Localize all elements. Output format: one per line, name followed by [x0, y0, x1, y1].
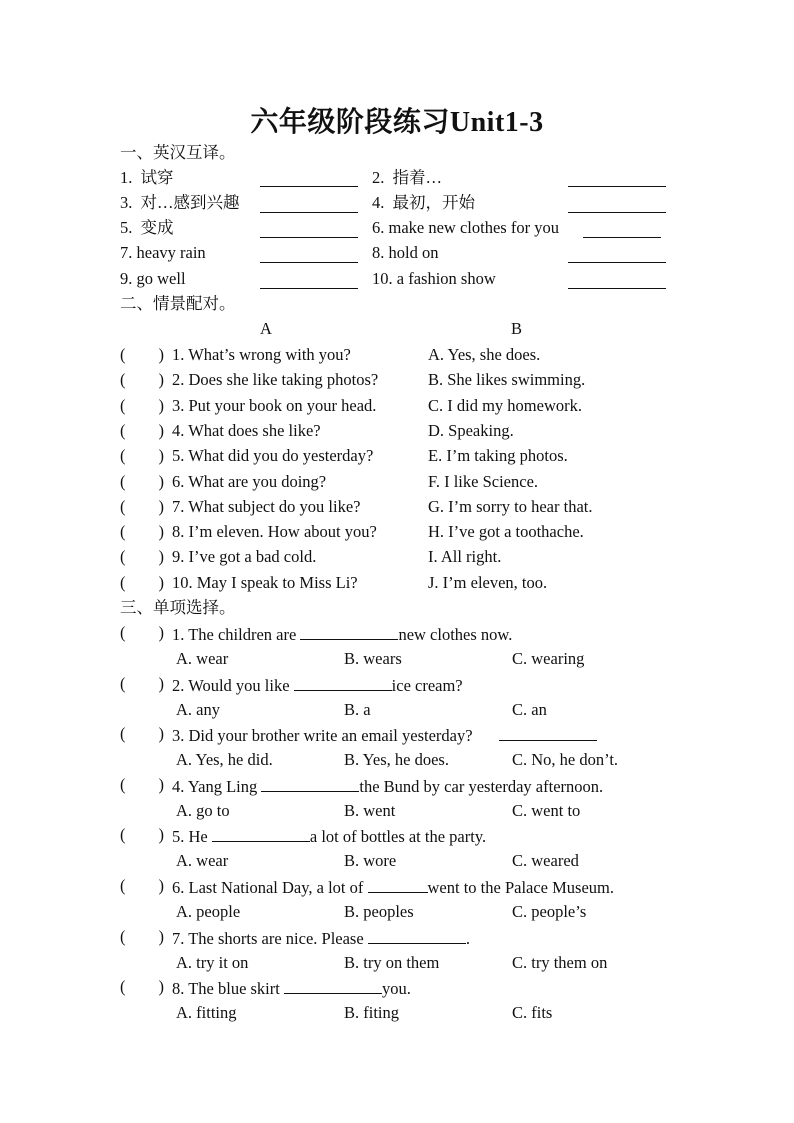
- answer-paren[interactable]: ( ): [120, 977, 164, 996]
- option-b[interactable]: B. wears: [344, 649, 402, 668]
- option-c[interactable]: C. No, he don’t.: [512, 750, 619, 769]
- s1-item-num: 7.: [120, 243, 133, 262]
- answer-paren[interactable]: ( ): [120, 876, 164, 895]
- answer-blank[interactable]: [260, 261, 358, 263]
- question-post: went to the Palace Museum.: [427, 878, 615, 897]
- option-b[interactable]: B. Yes, he does.: [344, 750, 449, 769]
- question-a: 1. What’s wrong with you?: [172, 345, 351, 364]
- answer-b: E. I’m taking photos.: [428, 446, 568, 465]
- answer-blank[interactable]: [568, 261, 666, 263]
- s1-item-9: [120, 269, 186, 289]
- s1-item-1: [120, 168, 174, 188]
- question-post: a lot of bottles at the party.: [309, 827, 487, 846]
- question-pre: 2. Would you like: [172, 676, 294, 695]
- answer-b: D. Speaking.: [428, 421, 514, 440]
- s1-item-text: a fashion show: [396, 269, 496, 288]
- s1-item-text: 变成: [140, 218, 174, 237]
- question-a: 6. What are you doing?: [172, 472, 327, 491]
- answer-b: J. I’m eleven, too.: [428, 573, 548, 592]
- s1-item-10: [372, 269, 496, 289]
- s1-item-num: 4.: [372, 193, 385, 212]
- option-c[interactable]: C. fits: [512, 1003, 553, 1022]
- answer-paren[interactable]: ( ): [120, 724, 164, 743]
- question-post: you.: [381, 979, 411, 998]
- option-b[interactable]: B. wore: [344, 851, 397, 870]
- s1-item-num: 1.: [120, 168, 133, 187]
- answer-blank[interactable]: [568, 287, 666, 289]
- option-b[interactable]: B. fiting: [344, 1003, 400, 1022]
- option-a[interactable]: A. Yes, he did.: [176, 750, 273, 769]
- option-b[interactable]: B. try on them: [344, 953, 440, 972]
- s1-item-num: 6.: [372, 218, 385, 237]
- s1-item-num: 3.: [120, 193, 133, 212]
- option-a[interactable]: A. go to: [176, 801, 230, 820]
- answer-paren[interactable]: ( ): [120, 623, 164, 642]
- answer-b: I. All right.: [428, 547, 502, 566]
- answer-paren[interactable]: ( ): [120, 927, 164, 946]
- s1-item-num: 8.: [372, 243, 385, 262]
- question-pre: 6. Last National Day, a lot of: [172, 878, 368, 897]
- s1-item-7: [120, 243, 206, 263]
- question-text: [172, 674, 463, 696]
- fill-blank[interactable]: [300, 623, 398, 640]
- question-a: 7. What subject do you like?: [172, 497, 361, 516]
- answer-paren[interactable]: ( ): [120, 522, 164, 541]
- question-text: [172, 825, 486, 847]
- answer-blank[interactable]: [260, 211, 358, 213]
- fill-blank[interactable]: [284, 977, 382, 994]
- question-post: the Bund by car yesterday afternoon.: [359, 777, 604, 796]
- question-post: ice cream?: [391, 676, 463, 695]
- s1-item-text: 指着…: [392, 168, 442, 187]
- s1-item-text: hold on: [388, 243, 439, 262]
- answer-paren[interactable]: ( ): [120, 547, 164, 566]
- answer-b: H. I’ve got a toothache.: [428, 522, 584, 541]
- answer-blank[interactable]: [260, 236, 358, 238]
- option-b[interactable]: B. went: [344, 801, 396, 820]
- s1-item-2: [372, 168, 442, 188]
- question-pre: 8. The blue skirt: [172, 979, 284, 998]
- s1-item-num: 9.: [120, 269, 133, 288]
- option-a[interactable]: A. wear: [176, 851, 229, 870]
- question-text: [172, 775, 603, 797]
- answer-b: A. Yes, she does.: [428, 345, 541, 364]
- answer-blank[interactable]: [260, 287, 358, 289]
- section1-heading: 一、英汉互译。: [120, 143, 236, 162]
- s1-item-4: [372, 193, 475, 213]
- s1-item-num: 10.: [372, 269, 393, 288]
- question-pre: 5. He: [172, 827, 212, 846]
- answer-paren[interactable]: ( ): [120, 446, 164, 465]
- s1-item-text: 最初，开始: [392, 193, 475, 212]
- question-a: 10. May I speak to Miss Li?: [172, 573, 358, 592]
- column-b-label: B: [511, 319, 523, 338]
- s1-item-text: go well: [136, 269, 186, 288]
- question-a: 9. I’ve got a bad cold.: [172, 547, 317, 566]
- option-a[interactable]: A. wear: [176, 649, 229, 668]
- answer-paren[interactable]: ( ): [120, 396, 164, 415]
- fill-blank[interactable]: [261, 775, 359, 792]
- fill-blank[interactable]: [212, 825, 310, 842]
- answer-b: B. She likes swimming.: [428, 370, 586, 389]
- question-pre: 1. The children are: [172, 625, 301, 644]
- section3-heading: 三、单项选择。: [120, 598, 236, 617]
- option-a[interactable]: A. try it on: [176, 953, 249, 972]
- option-c[interactable]: C. people’s: [512, 902, 587, 921]
- answer-paren[interactable]: ( ): [120, 421, 164, 440]
- s1-item-text: 试穿: [140, 168, 174, 187]
- s1-item-num: 2.: [372, 168, 385, 187]
- option-b[interactable]: B. a: [344, 700, 371, 719]
- question-pre: 3. Did your brother write an email yesterday?: [172, 726, 473, 745]
- option-c[interactable]: C. an: [512, 700, 547, 719]
- s1-item-text: heavy rain: [136, 243, 206, 262]
- option-c[interactable]: C. try them on: [512, 953, 608, 972]
- answer-paren[interactable]: ( ): [120, 775, 164, 794]
- s1-item-5: [120, 218, 174, 238]
- answer-blank[interactable]: [568, 185, 666, 187]
- answer-blank[interactable]: [260, 185, 358, 187]
- fill-blank[interactable]: [368, 876, 428, 893]
- question-post: new clothes now.: [398, 625, 513, 644]
- option-c[interactable]: C. wearing: [512, 649, 585, 668]
- question-pre: 7. The shorts are nice. Please: [172, 929, 368, 948]
- option-a[interactable]: A. any: [176, 700, 220, 719]
- question-text: [172, 977, 411, 999]
- option-c[interactable]: C. weared: [512, 851, 579, 870]
- fill-blank[interactable]: [294, 674, 392, 691]
- answer-paren[interactable]: ( ): [120, 497, 164, 516]
- question-text: [172, 724, 597, 746]
- answer-paren[interactable]: ( ): [120, 370, 164, 389]
- s1-item-3: [120, 193, 240, 213]
- question-a: 4. What does she like?: [172, 421, 321, 440]
- question-a: 8. I’m eleven. How about you?: [172, 522, 377, 541]
- answer-paren[interactable]: ( ): [120, 345, 164, 364]
- answer-blank[interactable]: [568, 211, 666, 213]
- section2-heading: 二、情景配对。: [120, 294, 236, 313]
- s1-item-6: [372, 218, 559, 238]
- question-post: .: [465, 929, 470, 948]
- fill-blank[interactable]: [368, 927, 466, 944]
- answer-paren[interactable]: ( ): [120, 573, 164, 592]
- question-a: 3. Put your book on your head.: [172, 396, 377, 415]
- answer-paren[interactable]: ( ): [120, 472, 164, 491]
- question-pre: 4. Yang Ling: [172, 777, 262, 796]
- question-text: [172, 876, 614, 898]
- s1-item-8: [372, 243, 438, 263]
- option-c[interactable]: C. went to: [512, 801, 581, 820]
- page-title: 六年级阶段练习Unit1-3: [250, 107, 544, 138]
- option-b[interactable]: B. peoples: [344, 902, 414, 921]
- answer-b: F. I like Science.: [428, 472, 539, 491]
- answer-paren[interactable]: ( ): [120, 674, 164, 693]
- answer-b: G. I’m sorry to hear that.: [428, 497, 593, 516]
- question-text: [172, 623, 512, 645]
- question-a: 5. What did you do yesterday?: [172, 446, 374, 465]
- answer-paren[interactable]: ( ): [120, 825, 164, 844]
- s1-item-text: 对…感到兴趣: [140, 193, 240, 212]
- question-text: [172, 927, 470, 949]
- s1-item-text: make new clothes for you: [388, 218, 559, 237]
- s1-item-num: 5.: [120, 218, 133, 237]
- answer-blank[interactable]: [583, 236, 661, 238]
- option-a[interactable]: A. people: [176, 902, 241, 921]
- fill-blank[interactable]: [499, 724, 597, 741]
- column-a-label: A: [260, 319, 272, 338]
- option-a[interactable]: A. fitting: [176, 1003, 237, 1022]
- answer-b: C. I did my homework.: [428, 396, 582, 415]
- question-a: 2. Does she like taking photos?: [172, 370, 379, 389]
